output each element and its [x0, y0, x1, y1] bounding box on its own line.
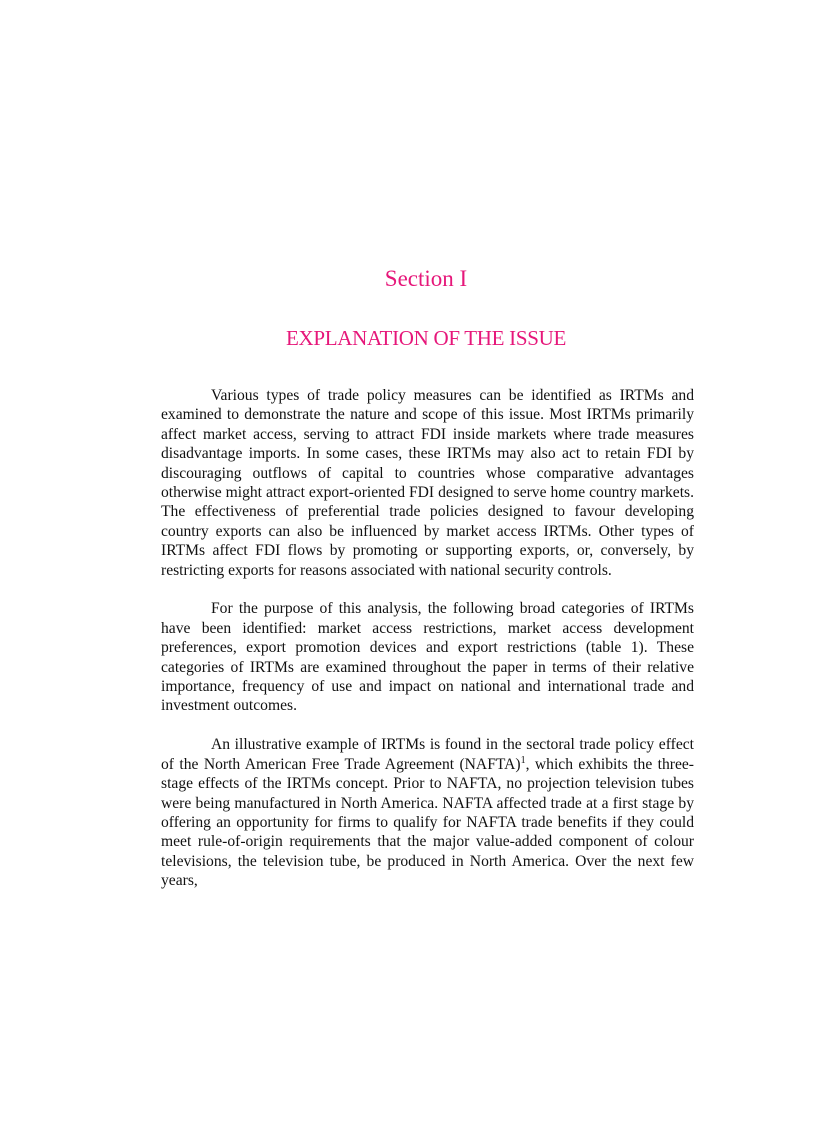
- paragraph-3-text-end: , which exhibits the three-stage effects of the IRTMs concept. Prior to NAFTA, no projection television tubes were being manufactured in North America. NAFTA affected trade at a first stage by offering an opportunity for firms to qualify for NAFTA trade benefits if they could meet rule-of-origin requirements that the major value-added component of colour televisions, the television tube, be produced in North America. Over the next few years,: [161, 755, 695, 890]
- paragraph-3: [161, 735, 694, 890]
- paragraph-2: For the purpose of this analysis, the following broad categories of IRTMs have been identified: market access restrictions, market access development preferences, export promotion devices and export restrictions (table 1). These categories of IRTMs are examined throughout the paper in terms of their relative importance, frequency of use and impact on national and international trade and investment outcomes.: [161, 600, 694, 715]
- paragraph-1: Various types of trade policy measures can be identified as IRTMs and examined to demonstrate the nature and scope of this issue. Most IRTMs primarily affect market access, serving to attract FDI inside markets where trade measures disadvantage imports. In some cases, these IRTMs may also act to retain FDI by discouraging outflows of capital to countries whose comparative advantages otherwise might attract export-oriented FDI designed to serve home country markets. The effectiveness of preferential trade policies designed to favour developing country exports can also be influenced by market access IRTMs. Other types of IRTMs affect FDI flows by promoting or supporting exports, or, conversely, by restricting exports for reasons associated with national security controls.: [161, 387, 694, 579]
- paragraph-3-text-start: An illustrative example of IRTMs is found in the sectoral trade policy effect of the North American Free Trade Agreement (NAFTA): [161, 736, 694, 773]
- footnote-marker[interactable]: 1: [520, 754, 526, 766]
- body-text: [161, 386, 694, 910]
- section-label: Section I: [384, 266, 468, 291]
- section-title: EXPLANATION OF THE ISSUE: [285, 326, 566, 350]
